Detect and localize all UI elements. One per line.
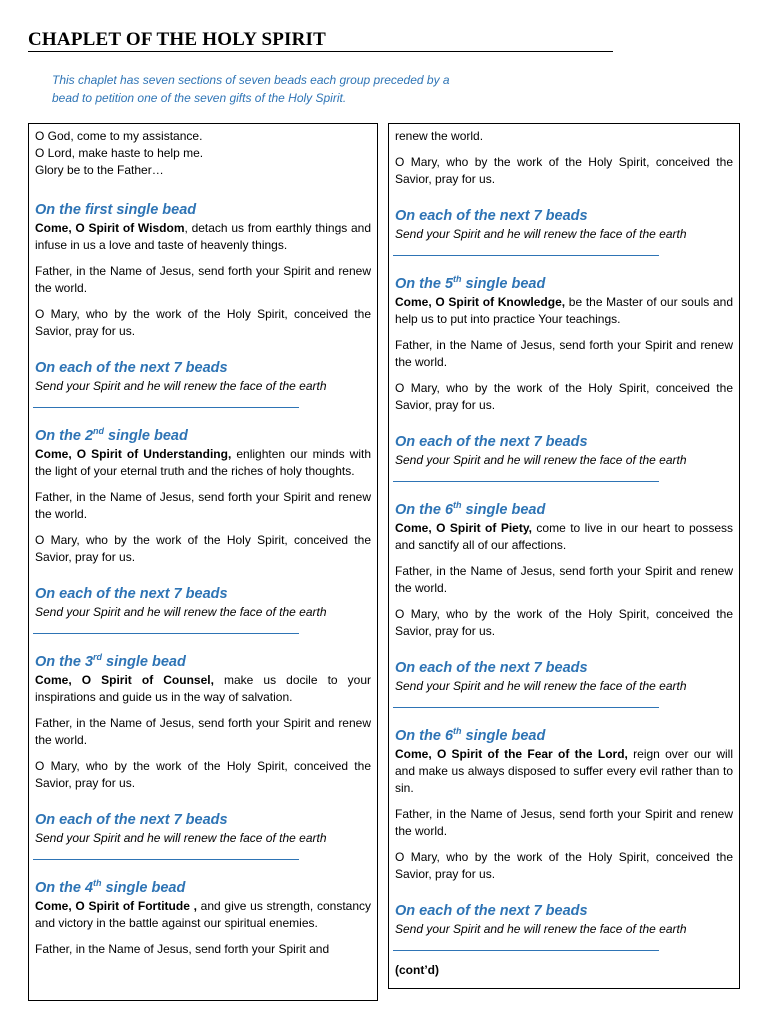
father-prayer: Father, in the Name of Jesus, send forth your Spirit and renew the world. [35, 716, 371, 747]
send-spirit-text: Send your Spirit and he will renew the face of the earth [35, 605, 327, 619]
father-prayer-partial: Father, in the Name of Jesus, send forth your Spirit and [35, 942, 330, 956]
opening-line: Glory be to the Father… [35, 163, 164, 177]
beads-heading: On each of the next 7 beads [395, 660, 588, 676]
continued-note: (cont’d) [395, 963, 439, 977]
mary-prayer: O Mary, who by the work of the Holy Spirit, conceived the Savior, pray for us. [395, 850, 733, 881]
father-prayer: Father, in the Name of Jesus, send forth your Spirit and renew the world. [395, 564, 733, 595]
father-prayer: Father, in the Name of Jesus, send forth your Spirit and renew the world. [395, 807, 733, 838]
father-prayer: Father, in the Name of Jesus, send forth your Spirit and renew the world. [35, 490, 371, 521]
left-column [28, 123, 378, 1001]
divider [393, 481, 659, 482]
mary-prayer: O Mary, who by the work of the Holy Spirit, conceived the Savior, pray for us. [395, 155, 733, 186]
send-spirit-text: Send your Spirit and he will renew the face of the earth [395, 679, 687, 693]
divider [393, 950, 659, 951]
opening-line: O God, come to my assistance. [35, 129, 203, 143]
section-heading: On the 2nd single bead [35, 426, 188, 444]
beads-heading: On each of the next 7 beads [395, 208, 588, 224]
mary-prayer: O Mary, who by the work of the Holy Spirit, conceived the Savior, pray for us. [35, 533, 371, 564]
send-spirit-text: Send your Spirit and he will renew the face of the earth [35, 831, 327, 845]
beads-heading: On each of the next 7 beads [395, 903, 588, 919]
send-spirit-text: Send your Spirit and he will renew the face of the earth [395, 227, 687, 241]
petition: Come, O Spirit of Piety, come to live in our heart to possess and sanctify all of our affections. [395, 521, 734, 552]
father-prayer-continued: renew the world. [395, 129, 484, 143]
mary-prayer: O Mary, who by the work of the Holy Spirit, conceived the Savior, pray for us. [35, 307, 371, 338]
send-spirit-text: Send your Spirit and he will renew the face of the earth [395, 922, 687, 936]
petition: Come, O Spirit of the Fear of the Lord, reign over our will and make us always disposed to suffer every evil rather than to sin. [395, 747, 734, 795]
intro-text: This chaplet has seven sections of seven beads each group preceded by a bead to petition one of the seven gifts of the Holy Spirit. [52, 73, 450, 105]
page-title: CHAPLET OF THE HOLY SPIRIT [28, 30, 613, 52]
petition: Come, O Spirit of Counsel, make us docile to your inspirations and guide us in the way of salvation. [35, 673, 371, 704]
section-heading: On the 3rd single bead [35, 652, 186, 670]
petition: Come, O Spirit of Fortitude , and give us strength, constancy and victory in the battle against our spiritual enemies. [35, 899, 372, 930]
section-heading: On the first single bead [35, 202, 197, 218]
beads-heading: On each of the next 7 beads [35, 586, 228, 602]
divider [393, 707, 659, 708]
right-column [388, 123, 740, 989]
divider [33, 407, 299, 408]
beads-heading: On each of the next 7 beads [35, 812, 228, 828]
send-spirit-text: Send your Spirit and he will renew the face of the earth [35, 379, 327, 393]
divider [33, 859, 299, 860]
section-heading: On the 6th single bead [395, 500, 546, 518]
send-spirit-text: Send your Spirit and he will renew the face of the earth [395, 453, 687, 467]
section-heading: On the 6th single bead [395, 726, 546, 744]
section-heading: On the 5th single bead [395, 274, 546, 292]
father-prayer: Father, in the Name of Jesus, send forth your Spirit and renew the world. [395, 338, 733, 369]
divider [33, 633, 299, 634]
father-prayer: Father, in the Name of Jesus, send forth your Spirit and renew the world. [35, 264, 371, 295]
mary-prayer: O Mary, who by the work of the Holy Spirit, conceived the Savior, pray for us. [395, 607, 733, 638]
beads-heading: On each of the next 7 beads [35, 360, 228, 376]
beads-heading: On each of the next 7 beads [395, 434, 588, 450]
divider [393, 255, 659, 256]
petition: Come, O Spirit of Understanding, enlighten our minds with the light of your eternal truth and the riches of holy thoughts. [35, 447, 371, 478]
section-heading: On the 4th single bead [35, 878, 186, 896]
petition: Come, O Spirit of Knowledge, be the Master of our souls and help us to put into practice Your teachings. [395, 295, 733, 326]
opening-line: O Lord, make haste to help me. [35, 146, 204, 160]
mary-prayer: O Mary, who by the work of the Holy Spirit, conceived the Savior, pray for us. [35, 759, 371, 790]
petition: Come, O Spirit of Wisdom, detach us from earthly things and infuse in us a love and taste of heavenly things. [35, 221, 371, 252]
mary-prayer: O Mary, who by the work of the Holy Spirit, conceived the Savior, pray for us. [395, 381, 733, 412]
